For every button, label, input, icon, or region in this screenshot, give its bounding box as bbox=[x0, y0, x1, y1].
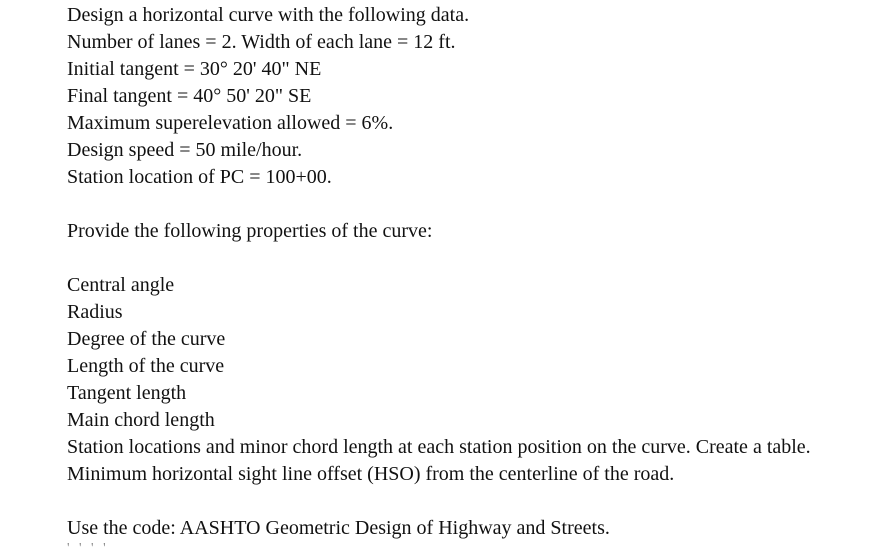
property-item: Radius bbox=[67, 301, 123, 323]
problem-line: Number of lanes = 2. Width of each lane = 12 ft. bbox=[67, 31, 456, 53]
property-item: Degree of the curve bbox=[67, 328, 226, 350]
problem-line: Design a horizontal curve with the following data. bbox=[67, 4, 470, 26]
instruction-text: Provide the following properties of the curve: bbox=[67, 220, 433, 242]
problem-line: Station location of PC = 100+00. bbox=[67, 166, 332, 188]
property-item: Main chord length bbox=[67, 409, 215, 431]
code-note: Use the code: AASHTO Geometric Design of Highway and Streets. bbox=[67, 517, 610, 539]
problem-line: Maximum superelevation allowed = 6%. bbox=[67, 112, 394, 134]
problem-line: Design speed = 50 mile/hour. bbox=[67, 139, 303, 161]
spacer bbox=[67, 245, 887, 272]
problem-line: Initial tangent = 30° 20' 40" NE bbox=[67, 58, 322, 80]
property-item: Station locations and minor chord length at each station position on the curve. Create a table. bbox=[67, 436, 811, 458]
document-body bbox=[67, 2, 887, 542]
problem-line: Final tangent = 40° 50' 20" SE bbox=[67, 85, 312, 107]
spacer bbox=[67, 488, 887, 515]
spacer bbox=[67, 191, 887, 218]
property-item: Length of the curve bbox=[67, 355, 225, 377]
cut-off-text-fragment: ' ' ' ' bbox=[67, 541, 109, 556]
properties-list bbox=[67, 272, 887, 488]
property-item: Tangent length bbox=[67, 382, 187, 404]
problem-data bbox=[67, 2, 887, 191]
property-item: Central angle bbox=[67, 274, 175, 296]
property-item: Minimum horizontal sight line offset (HSO) from the centerline of the road. bbox=[67, 463, 675, 485]
